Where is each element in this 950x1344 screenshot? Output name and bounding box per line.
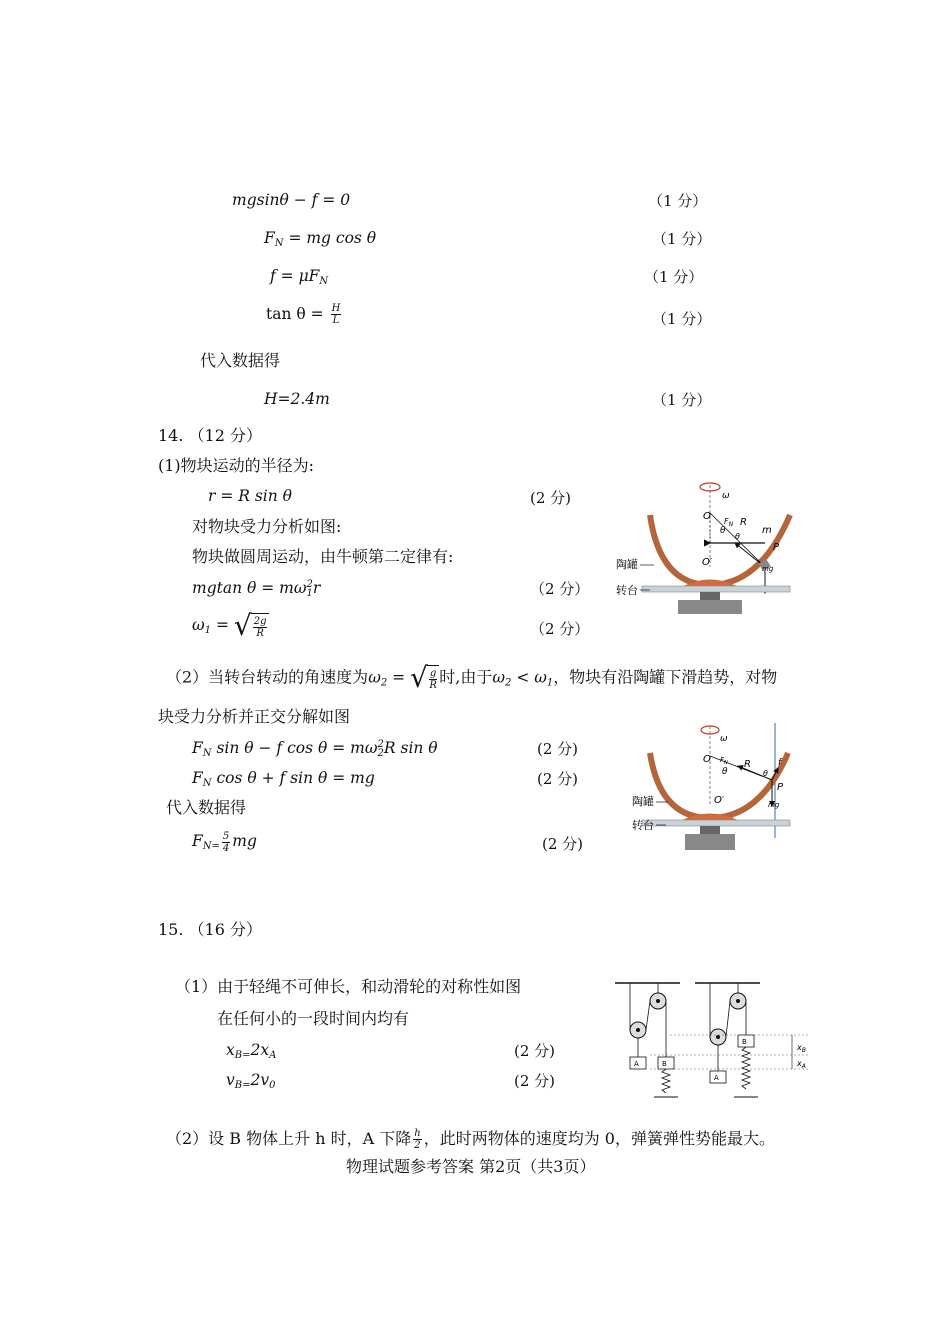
q14-part2-line1: （2）当转台转动的角速度为$\omega_2$ = √ $\frac{g}{R}$ 时,由于$\omega_2 < \omega_1$，物块有沿陶罐下滑趋势，对物 [166, 661, 778, 694]
label-R-2: R [744, 759, 751, 770]
q14-part2-line2: 块受力分析并正交分解如图 [158, 707, 351, 726]
result-height: H=2.4m [264, 390, 330, 408]
label-mg: mg [762, 565, 774, 573]
label-FN-2: $F_N$ [720, 756, 728, 766]
page-footer: 物理试题参考答案 第2页（共3页） [346, 1157, 596, 1176]
score-q14-eq-omega1: （2 分） [530, 620, 590, 638]
figure-pulley-system [610, 975, 815, 1105]
label-jar: 陶罐 [616, 558, 638, 571]
q14-eq-omega1: $\omega_1$ = √ $\frac{2g}{R}$ [192, 612, 269, 642]
q14-eq-radius: r = R sin θ [208, 487, 293, 505]
label-R: R [740, 517, 747, 528]
label-turntable: 转台 [616, 584, 638, 597]
q14-part1-intro: (1)物块运动的半径为: [158, 456, 315, 475]
q15-part1-line1: （1）由于轻绳不可伸长，和动滑轮的对称性如图 [175, 977, 522, 996]
eq-normal-force: $F_N$ = mg cos θ [264, 229, 377, 249]
q15-eq-displacement: $x_{B=}2x_A$ [226, 1041, 277, 1061]
score-eq-friction: （1 分） [644, 268, 704, 286]
substitute-text: 代入数据得 [200, 351, 281, 370]
label-mg-2: mg [768, 801, 780, 809]
label-m: m [762, 525, 772, 536]
eq-friction-balance: mgsinθ − f = 0 [232, 191, 351, 209]
question-14-heading: 14. （12 分） [158, 426, 262, 445]
score-q14-eq-vertical: (2 分) [537, 770, 579, 788]
label-turntable-2: 转台 [632, 819, 654, 832]
score-q14-eq-result: (2 分) [542, 835, 584, 853]
q15-eq-velocity: $v_{B=}2v_0$ [226, 1071, 276, 1091]
label-theta: θ [720, 526, 726, 536]
q14-eq-vertical: $F_N$ cos θ + f sin θ = mg [192, 769, 375, 789]
q15-part1-line2: 在任何小的一段时间内均有 [217, 1009, 410, 1028]
label-theta-3: θ [722, 767, 728, 777]
score-eq-normal-force: （1 分） [652, 230, 712, 248]
q14-eq-newton: mgtan θ = mω 2 1 r [192, 579, 321, 599]
eq-friction: $f = \mu F_N$ [270, 267, 329, 287]
q14-newton-text: 物块做圆周运动，由牛顿第二定律有: [192, 547, 454, 566]
score-eq-friction-balance: （1 分） [648, 192, 708, 210]
score-eq-tan-theta: （1 分） [652, 310, 712, 328]
label-P: P [773, 542, 780, 553]
q14-substitute-text: 代入数据得 [166, 798, 247, 817]
q15-part2-line: （2）设 B 物体上升 h 时，A 下降 $\frac{h}{2}$ ，此时两物体的速度均为 0，弹簧弹性势能最大。 [166, 1128, 775, 1151]
label-O-prime-2: O′ [714, 795, 725, 806]
block-B-left: B [662, 1060, 667, 1068]
score-q14-eq-horizontal: (2 分) [537, 740, 579, 758]
label-P-2: P [777, 782, 784, 793]
eq-tan-theta: tan θ = $\frac{H}{L}$ [266, 303, 341, 326]
label-omega-2: ω [720, 734, 728, 744]
label-jar-2: 陶罐 [632, 795, 654, 808]
label-O: O [703, 511, 711, 522]
block-A-left: A [634, 1060, 639, 1068]
q14-eq-horizontal: $F_N$ sin θ − f cos θ = mω 2 2 R sin θ [192, 739, 438, 759]
label-xB: $x_B$ [797, 1043, 806, 1054]
q14-force-analysis-text: 对物块受力分析如图: [192, 517, 342, 536]
score-q15-eq-velocity: (2 分) [514, 1072, 556, 1090]
score-q15-eq-displacement: (2 分) [514, 1042, 556, 1060]
label-theta-2: θ [735, 532, 740, 541]
label-xA: $x_A$ [797, 1059, 806, 1070]
figure-jar-force-analysis-2 [610, 718, 810, 853]
figure-jar-force-analysis-1 [610, 475, 810, 625]
score-q14-eq-radius: (2 分) [530, 489, 572, 507]
label-omega: ω [722, 491, 730, 501]
label-O-prime: O′ [702, 557, 713, 568]
label-O-2: O [703, 754, 711, 765]
score-result-height: （1 分） [652, 391, 712, 409]
question-15-heading: 15. （16 分） [158, 920, 262, 939]
block-A-right: A [714, 1074, 719, 1082]
score-q14-eq-newton: （2 分） [530, 580, 590, 598]
block-B-right: B [742, 1038, 747, 1046]
label-f: f [778, 758, 782, 768]
q14-eq-result: $F_{N=}$ $\frac{5}{4}$ mg [192, 830, 257, 854]
label-theta-4: θ [763, 769, 768, 778]
label-FN: $F_N$ [724, 517, 734, 528]
